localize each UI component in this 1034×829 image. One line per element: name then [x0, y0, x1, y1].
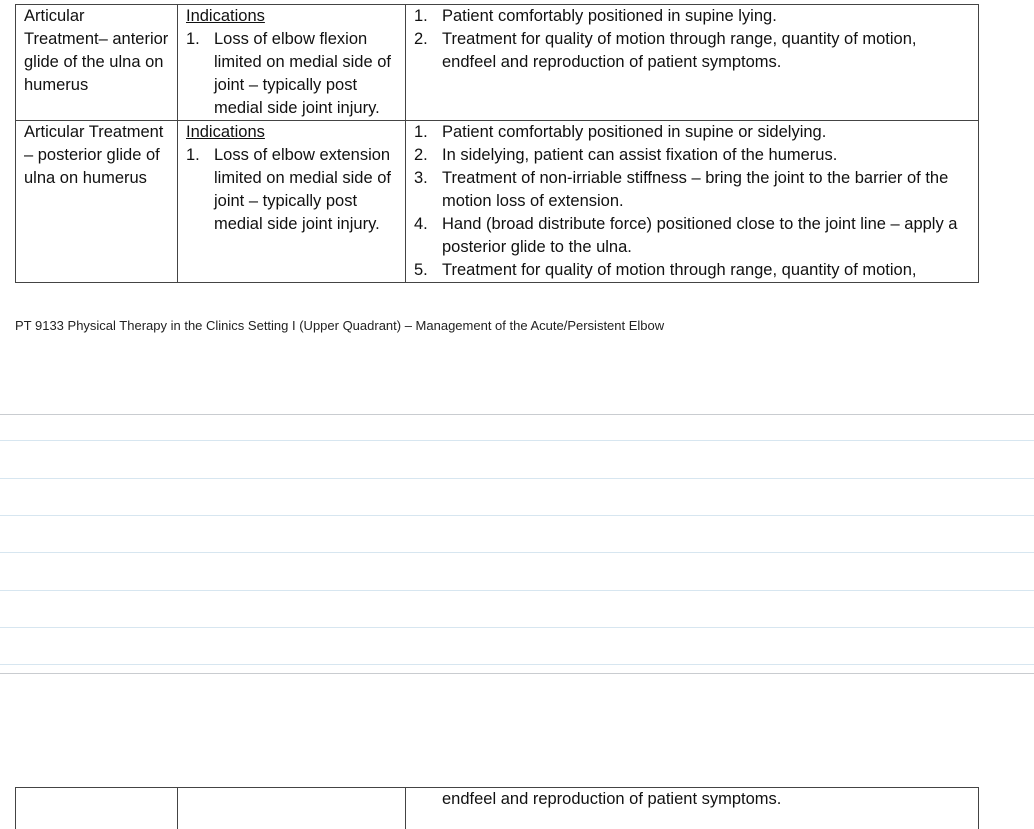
indications-heading: Indications	[186, 7, 265, 25]
technique-name: Articular Treatment– anterior glide of the ulna on humerus	[24, 7, 169, 94]
list-item: 5. Treatment for quality of motion through range, quantity of motion,	[414, 261, 917, 279]
ruled-line	[0, 478, 1034, 479]
ruled-line	[0, 440, 1034, 441]
ruled-line	[0, 515, 1034, 516]
technique-cell	[16, 5, 178, 121]
technique-table-continued	[15, 787, 979, 829]
page-footer: PT 9133 Physical Therapy in the Clinics Setting I (Upper Quadrant) – Management of the Acute/Persistent Elbow	[15, 318, 665, 333]
indications-cell	[178, 5, 406, 121]
steps-list	[414, 121, 970, 282]
table-row	[16, 5, 979, 121]
list-item: 3. Treatment of non-irriable stiffness – bring the joint to the barrier of the motion loss of extension.	[414, 169, 949, 210]
ruled-line	[0, 590, 1034, 591]
technique-name: Articular Treatment – posterior glide of ulna on humerus	[24, 123, 164, 187]
indications-list	[186, 144, 397, 236]
list-item: 1. Loss of elbow extension limited on medial side of joint – typically post medial side joint injury.	[186, 146, 392, 233]
list-item: 1. Patient comfortably positioned in supine lying.	[414, 7, 777, 25]
steps-cell	[406, 5, 979, 121]
technique-table	[15, 4, 979, 283]
table-row	[16, 788, 979, 829]
page-divider	[0, 414, 1034, 415]
technique-cell	[16, 788, 178, 829]
table-row	[16, 121, 979, 283]
steps-list	[414, 5, 970, 74]
list-item: 1. Patient comfortably positioned in supine or sidelying.	[414, 123, 827, 141]
ruled-line	[0, 627, 1034, 628]
indications-cell	[178, 121, 406, 283]
steps-cell	[406, 121, 979, 283]
indications-heading: Indications	[186, 123, 265, 141]
ruled-line	[0, 664, 1034, 665]
indications-cell	[178, 788, 406, 829]
page-divider	[0, 673, 1034, 674]
technique-cell	[16, 121, 178, 283]
list-item: 2. Treatment for quality of motion through range, quantity of motion, endfeel and reproduction of patient symptoms.	[414, 30, 917, 71]
list-item: 2. In sidelying, patient can assist fixation of the humerus.	[414, 146, 838, 164]
list-item: 1. Loss of elbow flexion limited on medial side of joint – typically post medial side joint injury.	[186, 30, 392, 117]
continued-step-text: endfeel and reproduction of patient symptoms.	[442, 790, 782, 808]
indications-list	[186, 28, 397, 120]
list-item: 4. Hand (broad distribute force) positioned close to the joint line – apply a posterior glide to the ulna.	[414, 215, 958, 256]
steps-cell	[406, 788, 979, 829]
ruled-line	[0, 552, 1034, 553]
